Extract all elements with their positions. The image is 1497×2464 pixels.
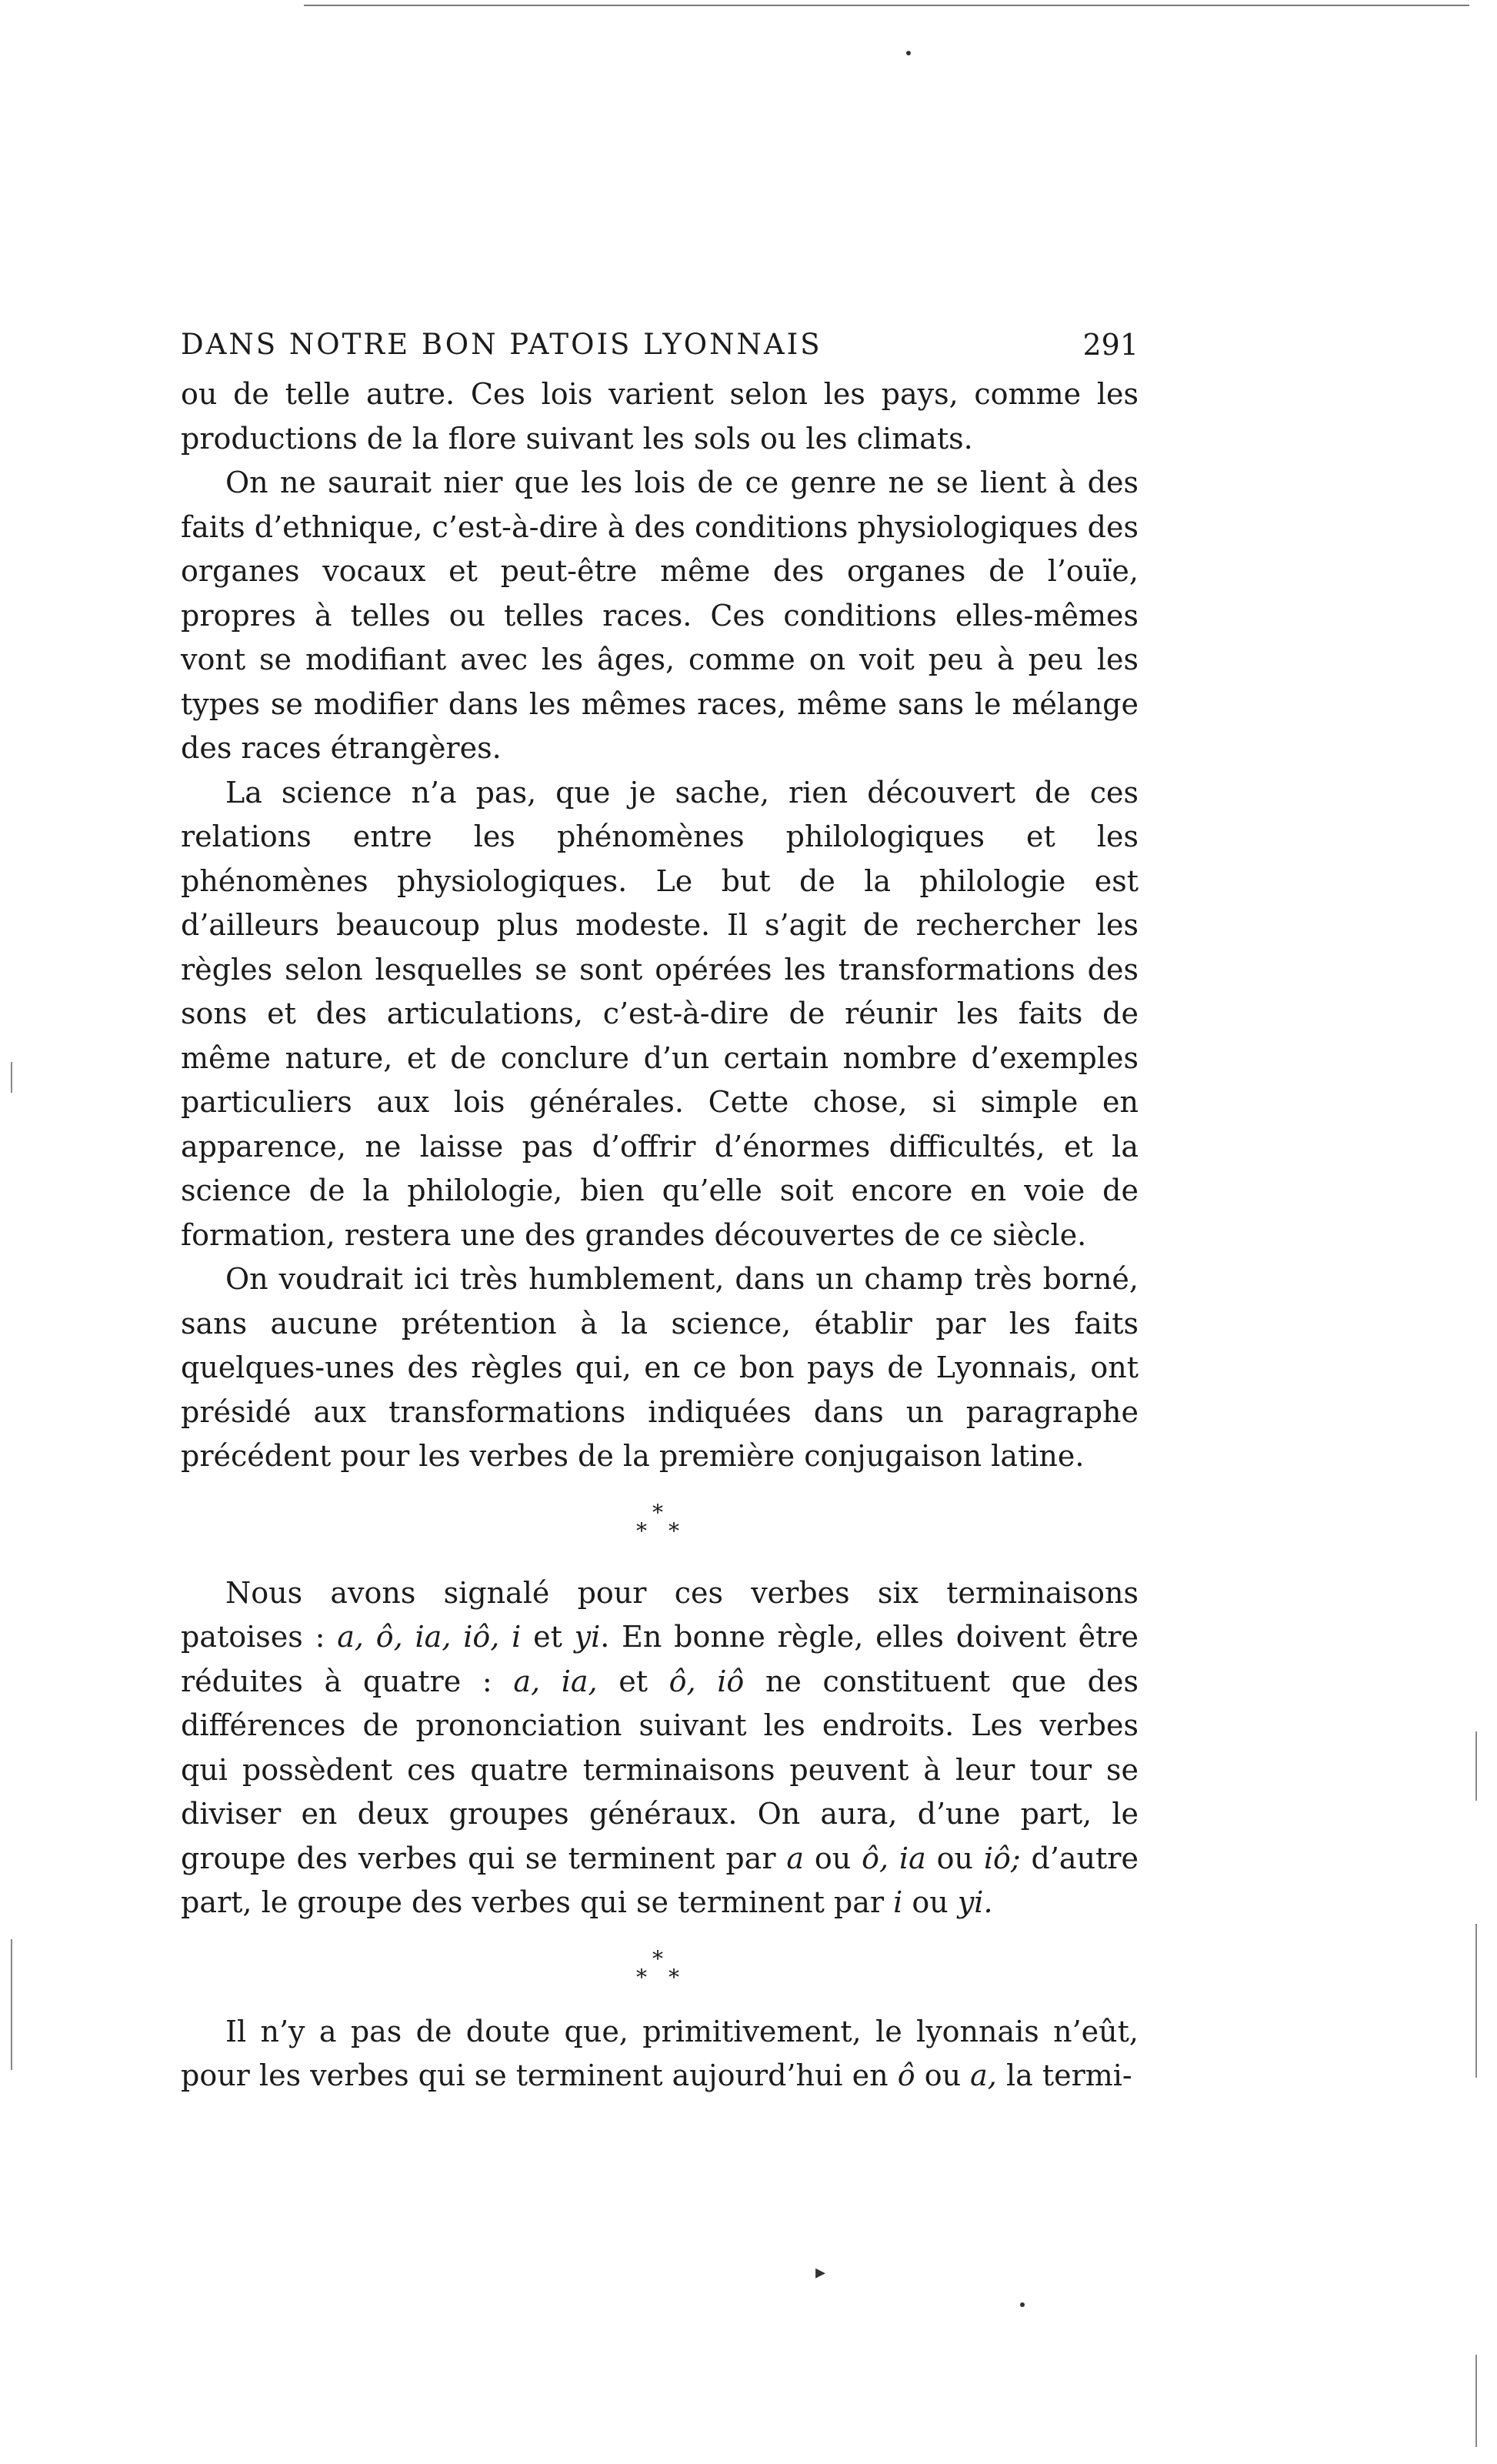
italic-term: ô [897, 2058, 915, 2092]
paragraph-1: ou de telle autre. Ces lois varient selon les pays, comme les productions de la flore suivant les sols ou les climats. [181, 377, 1139, 456]
asterism-star: * [652, 1945, 663, 1972]
running-head: DANS NOTRE BON PATOIS LYONNAIS [181, 328, 822, 361]
asterism-star: * [652, 1499, 663, 1525]
page-number: 291 [1082, 328, 1139, 362]
text-run: et [597, 1664, 669, 1698]
paragraph-4: On voudrait ici très humblement, dans un champ très borné, sans aucune prétention à la science, établir par les faits quelques-unes des règles qui, en ce bon pays de Lyonnais, ont présidé aux transformations indiquées dans un paragraphe précédent pour les verbes de la première conjugaison latine. [181, 1262, 1139, 1473]
text-run: d’autre part, le groupe des verbes qui se terminent par [181, 1841, 1139, 1919]
italic-term: yi. [957, 1885, 993, 1919]
asterism-divider [181, 1479, 1139, 1571]
scan-speck [906, 51, 911, 55]
scan-arrow-mark: ▸ [815, 2261, 826, 2284]
italic-term: i [893, 1885, 903, 1919]
italic-term: iô; [983, 1841, 1021, 1875]
italic-term: a, ô, ia, iô, i [337, 1620, 522, 1654]
text-run: ou [915, 2058, 971, 2092]
text-run: Nous avons signalé pour ces verbes six terminaisons patoises : [181, 1575, 1139, 1654]
asterism-star: * [636, 1517, 647, 1544]
text-run: ou [925, 1841, 984, 1875]
asterism-divider [181, 1925, 1139, 2010]
text-run: ou [804, 1841, 862, 1875]
text-run: la termi- [996, 2058, 1132, 2092]
asterism-star: * [668, 1517, 679, 1544]
text-run: et [521, 1620, 575, 1654]
asterism-star: * [636, 1964, 647, 1990]
paragraph-6 [181, 2010, 1139, 2098]
paragraph-5 [181, 1571, 1139, 1925]
scan-margin-mark [1475, 1924, 1477, 2078]
scan-margin-mark [11, 1939, 12, 2070]
text-run: ne constituent que des différences de prononciation suivant les endroits. Les verbes qui possèdent ces quatre terminaisons peuvent à leur tour se diviser en deux groupes généraux. On aura, d’une part, le groupe des verbes qui se terminent par [181, 1664, 1139, 1875]
scan-margin-mark [1475, 2355, 1477, 2447]
italic-term: a, [970, 2058, 997, 2092]
italic-term: a, ia, [513, 1664, 598, 1698]
paragraph-3: La science n’a pas, que je sache, rien découvert de ces relations entre les phénomènes philologiques et les phénomènes physiologiques. Le but de la philologie est d’ailleurs beaucoup plus modeste. Il s’agit de rechercher les règles selon lesquelles se sont opérées les transformations des sons et des articulations, c’est-à-dire de réunir les faits de même nature, et de conclure d’un certain nombre d’exemples particuliers aux lois générales. Cette chose, si simple en apparence, ne laisse pas d’offrir d’énormes difficultés, et la science de la philologie, bien qu’elle soit encore en voie de formation, restera une des grandes découvertes de ce siècle. [181, 775, 1139, 1252]
paragraph-2: On ne saurait nier que les lois de ce genre ne se lient à des faits d’ethnique, c’est-à-dire à des conditions physiologiques des organes vocaux et peut-être même des organes de l’ouïe, propres à telles ou telles races. Ces conditions elles-mêmes vont se modifiant avec les âges, comme on voit peu à peu les types se modifier dans les mêmes races, même sans le mélange des races étrangères. [181, 466, 1139, 765]
text-run: . En bonne règle, elles doivent être réduites à quatre : [181, 1620, 1139, 1698]
scan-margin-mark [11, 1062, 12, 1093]
italic-term: ô, ia [862, 1841, 926, 1875]
italic-term: ô, iô [668, 1664, 745, 1698]
top-rule [304, 5, 1469, 6]
asterism-star: * [668, 1964, 679, 1990]
body-text [181, 372, 1139, 2098]
scan-speck [1020, 2302, 1025, 2307]
text-run: ou [902, 1885, 958, 1919]
italic-term: a [786, 1841, 805, 1875]
scan-margin-mark [1475, 1731, 1477, 1801]
page-header [181, 322, 1139, 368]
italic-term: yi [574, 1620, 601, 1654]
text-run: Il n’y a pas de doute que, primitivement, le lyonnais n’eût, pour les verbes qui se terminent aujourd’hui en [181, 2014, 1139, 2092]
